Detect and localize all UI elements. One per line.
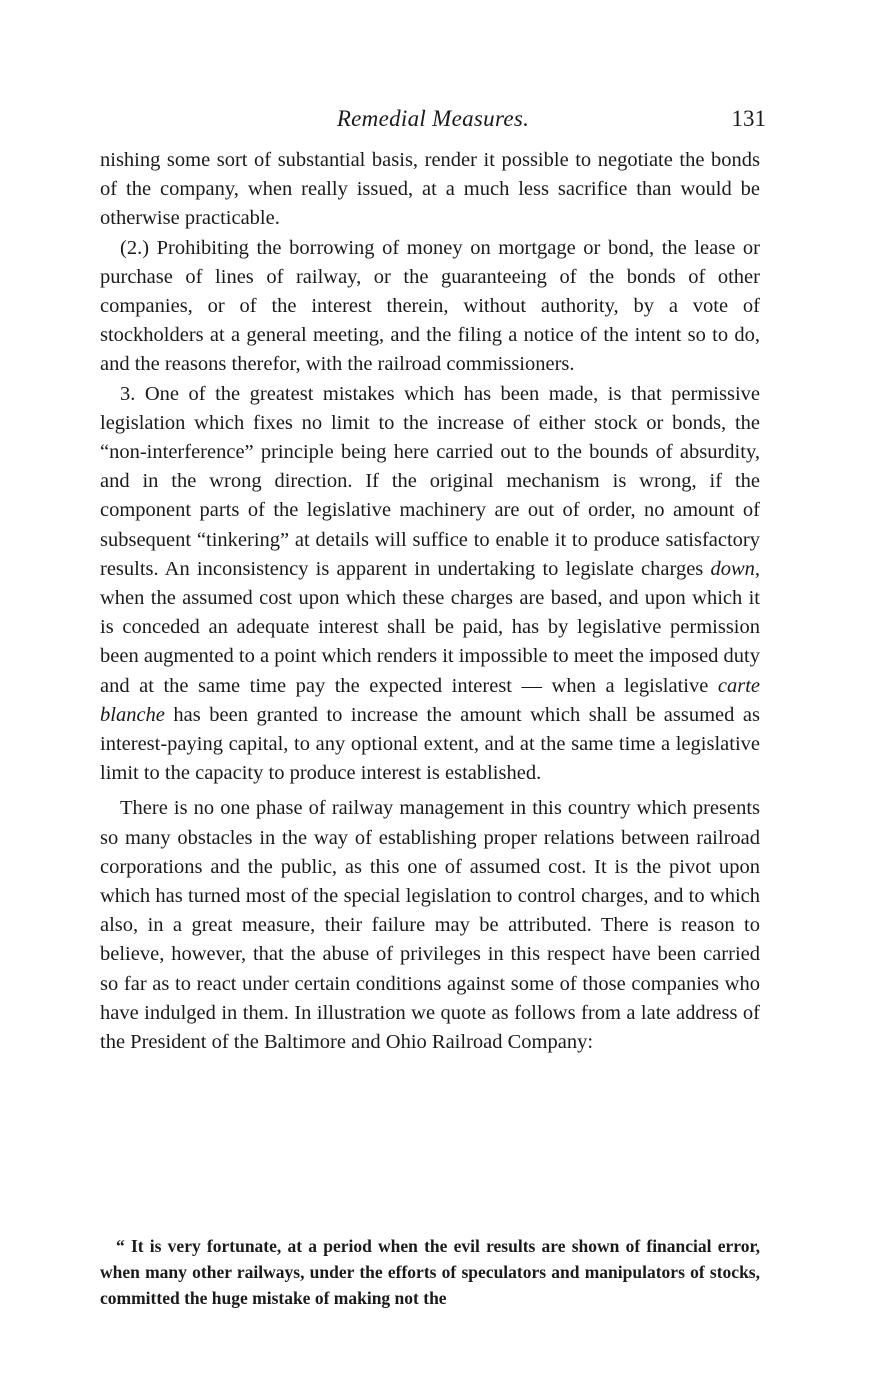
paragraph-text-part: 3. One of the greatest mistakes which has been made, is that permissive legislation which fixes no limit to the increase of either stock or bonds, the “non-interference” principle being here carried out to the bounds of absurdity, and in the wrong direction. If the original mechanism is wrong, if the component parts of the legislative machinery are out of order, no amount of subsequent “tinkering” at details will suffice to enable it to produce satisfactory results. An inconsistency is apparent in undertaking to legislate charges bbox=[100, 382, 760, 580]
paragraph-prohibiting: (2.) Prohibiting the borrowing of money on mortgage or bond, the lease or purchase of lines of railway, or the guaranteeing of the bonds of other companies, or of the interest therein, without authority, by a vote of stockholders at a general meeting, and the filing a notice of the intent so to do, and the reasons therefor, with the railroad commissioners. bbox=[100, 236, 760, 376]
running-title: Remedial Measures. bbox=[336, 106, 530, 131]
paragraph-text-part: has been granted to increase the amount which shall be assumed as interest-paying capital, to any optional extent, and at the same time a legislative limit to the capacity to produce interest is established. bbox=[100, 703, 760, 785]
paragraph-assumed-cost: There is no one phase of railway management in this country which presents so many obstacles in the way of establishing proper relations between railroad corporations and the public, as this one of assumed cost. It is the pivot upon which has turned most of the special legislation to control charges, and to which also, in a great measure, their failure may be attributed. There is reason to believe, however, that the abuse of privileges in this respect have been carried so far as to react under certain conditions against some of those companies who have indulged in them. In illustration we quote as follows from a late address of the President of the Baltimore and Ohio Railroad Company: bbox=[100, 797, 760, 1054]
paragraph-greatest-mistakes bbox=[100, 380, 760, 789]
page-header bbox=[100, 106, 766, 140]
italic-word-down: down bbox=[710, 557, 755, 580]
block-quote bbox=[100, 1233, 760, 1311]
italic-phrase-carte-blanche: carte blanche bbox=[100, 674, 760, 726]
quote-text: “ It is very fortunate, at a period when the evil results are shown of financial error, when many other railways, under the efforts of speculators and manipulators of stocks, committed the huge mistake of making not the bbox=[100, 1236, 760, 1308]
paragraph-continuation: nishing some sort of substantial basis, render it possible to negotiate the bonds of the company, when really issued, at a much less sacrifice than would be otherwise practicable. bbox=[100, 149, 760, 230]
paragraph-text-part: , when the assumed cost upon which these charges are based, and upon which it is conceded an adequate interest shall be paid, has by legislative permission been augmented to a point which renders it impossible to meet the imposed duty and at the same time pay the expected interest — when a legislative bbox=[100, 557, 760, 697]
body-text bbox=[100, 146, 760, 1057]
page-number: 131 bbox=[731, 106, 766, 131]
